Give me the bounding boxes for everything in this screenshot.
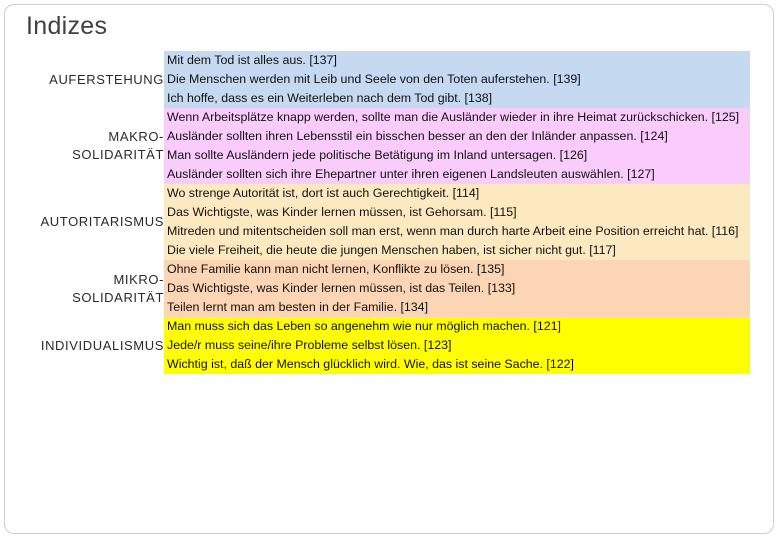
- page-title: Indizes: [26, 12, 108, 40]
- list-item: Mitreden und mitentscheiden soll man erst, wenn man durch harte Arbeit eine Position erreicht hat. [116]: [167, 224, 739, 238]
- group-label-autoritarismus: AUTORITARISMUS: [40, 214, 164, 229]
- list-item: Ausländer sollten sich ihre Ehepartner unter ihren eigenen Landsleuten auswählen. [127]: [167, 167, 655, 181]
- group-items-auferstehung: [164, 51, 750, 108]
- list-item: Ohne Familie kann man nicht lernen, Konflikte zu lösen. [135]: [167, 262, 505, 276]
- group-label-individualismus: INDIVIDUALISMUS: [40, 337, 164, 353]
- group-items-autoritarismus: [164, 184, 750, 260]
- list-item: Das Wichtigste, was Kinder lernen müssen, ist Gehorsam. [115]: [167, 205, 517, 219]
- index-table: [22, 51, 750, 374]
- list-item: Das Wichtigste, was Kinder lernen müssen, ist das Teilen. [133]: [167, 281, 516, 295]
- list-item: Man sollte Ausländern jede politische Betätigung im Inland untersagen. [126]: [167, 148, 588, 162]
- list-item: Ausländer sollten ihren Lebensstil ein bisschen besser an den der Inländer anpassen. [124]: [167, 129, 668, 143]
- list-item: Wichtig ist, daß der Mensch glücklich wird. Wie, das ist seine Sache. [122]: [167, 357, 574, 371]
- list-item: Man muss sich das Leben so angenehm wie nur möglich machen. [121]: [167, 319, 561, 333]
- group-items-individualismus: [164, 317, 750, 374]
- group-label-auferstehung: AUFERSTEHUNG: [49, 71, 164, 87]
- list-item: Mit dem Tod ist alles aus. [137]: [167, 53, 337, 67]
- group-items-mikro-solidaritaet: [164, 260, 750, 317]
- group-items-makro-solidaritaet: [164, 108, 750, 184]
- list-item: Jede/r muss seine/ihre Probleme selbst lösen. [123]: [167, 338, 452, 352]
- list-item: Teilen lernt man am besten in der Familie. [134]: [167, 300, 429, 314]
- group-label-mikro-solidaritaet: MIKRO- SOLIDARITÄT: [72, 271, 164, 305]
- list-item: Ich hoffe, dass es ein Weiterleben nach dem Tod gibt. [138]: [167, 91, 493, 105]
- list-item: Wo strenge Autorität ist, dort ist auch Gerechtigkeit. [114]: [167, 186, 480, 200]
- list-item: Die Menschen werden mit Leib und Seele von den Toten auferstehen. [139]: [167, 72, 581, 86]
- group-label-makro-solidaritaet: MAKRO- SOLIDARITÄT: [72, 129, 164, 162]
- list-item: Die viele Freiheit, die heute die jungen Menschen haben, ist sicher nicht gut. [117]: [167, 243, 616, 257]
- list-item: Wenn Arbeitsplätze knapp werden, sollte man die Ausländer wieder in ihre Heimat zurückschicken. [125]: [167, 110, 740, 124]
